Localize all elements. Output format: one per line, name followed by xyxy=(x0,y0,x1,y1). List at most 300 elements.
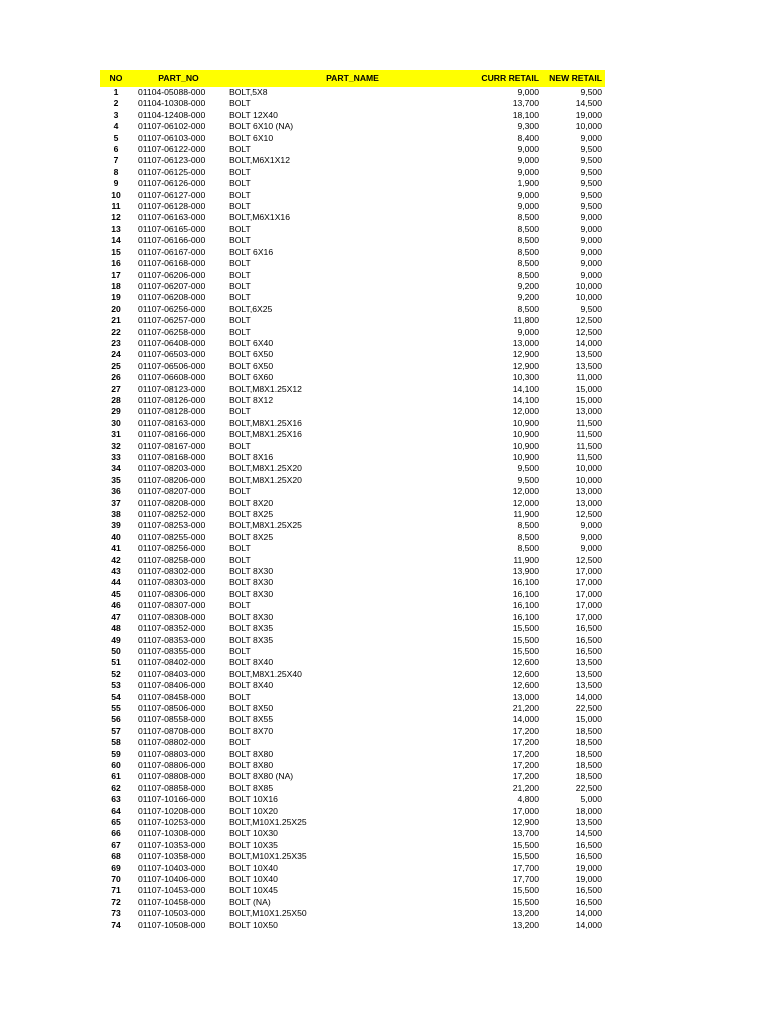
cell-no: 20 xyxy=(111,303,121,314)
cell-part-no: 01107-10508-000 xyxy=(138,919,206,930)
cell-new-retail: 9,000 xyxy=(580,235,602,246)
cell-part-no: 01107-08208-000 xyxy=(138,497,206,508)
cell-part-no: 01107-08168-000 xyxy=(138,452,206,462)
cell-part-no: 01107-08203-000 xyxy=(138,463,206,474)
cell-part-no: 01107-10208-000 xyxy=(138,805,206,816)
cell-part-name: BOLT,6X25 xyxy=(229,303,273,314)
cell-new-retail: 12,500 xyxy=(575,554,602,565)
cell-part-name: BOLT 10X40 xyxy=(229,874,278,885)
cell-part-name: BOLT 8X55 xyxy=(229,714,274,725)
cell-curr-retail: 12,600 xyxy=(512,657,539,668)
cell-curr-retail: 8,500 xyxy=(517,258,539,269)
table-row xyxy=(100,144,605,155)
table-row xyxy=(100,304,605,315)
cell-part-no: 01107-08207-000 xyxy=(138,486,206,497)
cell-no: 26 xyxy=(111,372,121,383)
cell-new-retail: 13,500 xyxy=(575,680,602,691)
table-row xyxy=(100,532,605,543)
cell-part-no: 01107-06408-000 xyxy=(138,337,206,348)
cell-part-no: 01107-08255-000 xyxy=(138,531,206,542)
cell-curr-retail: 9,000 xyxy=(517,189,539,200)
cell-curr-retail: 21,200 xyxy=(512,782,539,793)
cell-no: 63 xyxy=(111,794,121,805)
cell-new-retail: 10,000 xyxy=(575,280,602,291)
cell-part-name: BOLT xyxy=(229,166,251,177)
cell-curr-retail: 16,100 xyxy=(512,588,539,599)
cell-no: 28 xyxy=(111,394,121,405)
cell-no: 34 xyxy=(111,463,121,474)
cell-new-retail: 13,000 xyxy=(575,406,602,417)
cell-new-retail: 13,500 xyxy=(575,360,602,371)
cell-part-name: BOLT,M8X1.25X20 xyxy=(229,463,302,474)
cell-part-no: 01107-08163-000 xyxy=(138,417,206,428)
cell-new-retail: 15,000 xyxy=(575,394,602,405)
cell-new-retail: 16,500 xyxy=(575,896,602,907)
cell-curr-retail: 16,100 xyxy=(512,600,539,611)
cell-curr-retail: 15,500 xyxy=(512,896,539,907)
table-row xyxy=(100,87,605,98)
cell-curr-retail: 15,500 xyxy=(512,885,539,896)
cell-curr-retail: 14,100 xyxy=(512,394,539,405)
cell-no: 65 xyxy=(111,817,121,827)
cell-new-retail: 17,000 xyxy=(575,588,602,599)
table-row xyxy=(100,327,605,338)
cell-part-no: 01104-12408-000 xyxy=(138,109,206,120)
cell-no: 56 xyxy=(111,714,121,725)
cell-curr-retail: 9,000 xyxy=(517,166,539,177)
cell-no: 32 xyxy=(111,440,121,451)
cell-curr-retail: 9,000 xyxy=(517,201,539,212)
table-row xyxy=(100,110,605,121)
table-row xyxy=(100,703,605,714)
cell-part-no: 01107-08252-000 xyxy=(138,509,206,520)
cell-no: 68 xyxy=(111,851,121,862)
cell-new-retail: 14,500 xyxy=(575,828,602,839)
cell-no: 1 xyxy=(113,87,119,97)
cell-new-retail: 10,000 xyxy=(575,121,602,132)
cell-curr-retail: 17,200 xyxy=(512,725,539,736)
cell-new-retail: 9,500 xyxy=(580,189,602,200)
cell-part-name: BOLT xyxy=(229,144,251,155)
cell-part-name: BOLT xyxy=(229,235,251,246)
cell-part-name: BOLT 12X40 xyxy=(229,109,278,120)
cell-curr-retail: 8,500 xyxy=(517,303,539,314)
cell-part-name: BOLT xyxy=(229,315,251,326)
cell-new-retail: 22,500 xyxy=(575,702,602,713)
cell-part-no: 01107-08708-000 xyxy=(138,725,206,736)
cell-new-retail: 10,000 xyxy=(575,474,602,485)
cell-no: 49 xyxy=(111,634,121,645)
cell-part-name: BOLT,M6X1X12 xyxy=(229,155,290,166)
cell-new-retail: 9,000 xyxy=(580,543,602,554)
cell-part-name: BOLT (NA) xyxy=(229,896,271,907)
cell-curr-retail: 12,000 xyxy=(512,486,539,497)
table-row xyxy=(100,292,605,303)
table-row xyxy=(100,178,605,189)
cell-new-retail: 11,500 xyxy=(576,452,602,462)
cell-part-name: BOLT,M8X1.25X20 xyxy=(229,474,302,485)
table-row xyxy=(100,635,605,646)
cell-part-name: BOLT 8X25 xyxy=(229,531,274,542)
table-row xyxy=(100,612,605,623)
cell-part-name: BOLT xyxy=(229,98,251,109)
cell-part-name: BOLT 8X80 (NA) xyxy=(229,771,294,782)
cell-no: 21 xyxy=(111,315,121,326)
cell-part-name: BOLT 8X12 xyxy=(229,394,274,405)
cell-no: 42 xyxy=(111,554,121,565)
cell-new-retail: 9,000 xyxy=(580,223,602,234)
price-table xyxy=(100,70,605,931)
cell-part-name: BOLT 8X25 xyxy=(229,509,274,520)
cell-part-no: 01107-06257-000 xyxy=(138,315,206,326)
table-row xyxy=(100,543,605,554)
cell-new-retail: 18,000 xyxy=(575,805,602,816)
cell-part-name: BOLT 10X50 xyxy=(229,919,278,930)
cell-curr-retail: 9,200 xyxy=(517,280,539,291)
cell-part-name: BOLT,M6X1X16 xyxy=(229,212,290,223)
table-row xyxy=(100,463,605,474)
cell-part-no: 01107-10353-000 xyxy=(138,839,206,850)
cell-curr-retail: 15,500 xyxy=(512,634,539,645)
cell-curr-retail: 17,200 xyxy=(512,771,539,782)
cell-curr-retail: 13,700 xyxy=(512,828,539,839)
cell-curr-retail: 8,500 xyxy=(517,531,539,542)
cell-part-no: 01107-08406-000 xyxy=(138,680,206,691)
cell-part-name: BOLT 8X40 xyxy=(229,657,274,668)
table-row xyxy=(100,840,605,851)
table-row xyxy=(100,395,605,406)
cell-part-name: BOLT,5X8 xyxy=(229,87,268,97)
table-row xyxy=(100,201,605,212)
cell-no: 72 xyxy=(111,896,121,907)
header-part-name: PART_NAME xyxy=(225,70,480,87)
cell-no: 58 xyxy=(111,737,121,748)
cell-part-no: 01107-10358-000 xyxy=(138,851,206,862)
table-row xyxy=(100,475,605,486)
table-row xyxy=(100,566,605,577)
cell-part-name: BOLT 8X16 xyxy=(229,452,274,462)
cell-part-name: BOLT 10X45 xyxy=(229,885,278,896)
cell-curr-retail: 4,800 xyxy=(517,794,539,805)
cell-part-no: 01107-08308-000 xyxy=(138,611,206,622)
cell-part-no: 01104-10308-000 xyxy=(138,98,206,109)
cell-new-retail: 13,500 xyxy=(575,657,602,668)
table-row xyxy=(100,783,605,794)
cell-new-retail: 15,000 xyxy=(575,714,602,725)
cell-part-no: 01107-10403-000 xyxy=(138,862,206,873)
cell-part-no: 01107-06208-000 xyxy=(138,292,206,303)
cell-curr-retail: 13,200 xyxy=(512,908,539,919)
table-row xyxy=(100,828,605,839)
cell-curr-retail: 9,000 xyxy=(517,326,539,337)
cell-no: 62 xyxy=(111,782,121,793)
cell-new-retail: 16,500 xyxy=(575,851,602,862)
table-row xyxy=(100,429,605,440)
cell-new-retail: 11,500 xyxy=(576,429,602,440)
table-row xyxy=(100,361,605,372)
cell-curr-retail: 11,900 xyxy=(513,554,539,565)
cell-part-no: 01107-06102-000 xyxy=(138,121,206,132)
table-row xyxy=(100,315,605,326)
cell-new-retail: 17,000 xyxy=(575,577,602,588)
table-body xyxy=(100,87,605,931)
cell-no: 2 xyxy=(113,98,119,109)
cell-curr-retail: 14,100 xyxy=(512,383,539,394)
cell-part-name: BOLT 6X40 xyxy=(229,337,274,348)
cell-part-name: BOLT,M10X1.25X35 xyxy=(229,851,307,862)
cell-curr-retail: 12,600 xyxy=(512,680,539,691)
cell-no: 43 xyxy=(111,566,121,577)
cell-part-name: BOLT xyxy=(229,543,251,554)
cell-part-name: BOLT 6X10 (NA) xyxy=(229,121,294,132)
table-row xyxy=(100,212,605,223)
cell-curr-retail: 13,900 xyxy=(512,566,539,577)
cell-part-name: BOLT xyxy=(229,406,251,417)
table-row xyxy=(100,190,605,201)
cell-no: 47 xyxy=(111,611,121,622)
cell-new-retail: 19,000 xyxy=(575,862,602,873)
cell-curr-retail: 9,500 xyxy=(517,474,539,485)
cell-no: 66 xyxy=(111,828,121,839)
table-row xyxy=(100,384,605,395)
cell-part-no: 01107-10458-000 xyxy=(138,896,206,907)
cell-part-name: BOLT 10X40 xyxy=(229,862,278,873)
cell-curr-retail: 17,200 xyxy=(512,759,539,770)
table-row xyxy=(100,235,605,246)
header-no: NO xyxy=(100,70,132,87)
cell-curr-retail: 17,700 xyxy=(512,874,539,885)
cell-no: 22 xyxy=(111,326,121,337)
cell-no: 64 xyxy=(111,805,121,816)
table-row xyxy=(100,224,605,235)
cell-part-name: BOLT xyxy=(229,178,251,189)
cell-no: 36 xyxy=(111,486,121,497)
cell-part-no: 01107-06122-000 xyxy=(138,144,206,155)
cell-no: 46 xyxy=(111,600,121,611)
cell-no: 70 xyxy=(111,874,121,885)
cell-curr-retail: 9,200 xyxy=(517,292,539,303)
cell-part-no: 01107-06166-000 xyxy=(138,235,206,246)
cell-part-no: 01107-08353-000 xyxy=(138,634,206,645)
cell-part-no: 01107-08166-000 xyxy=(138,429,206,440)
cell-no: 44 xyxy=(111,577,121,588)
table-row xyxy=(100,155,605,166)
cell-curr-retail: 13,000 xyxy=(512,691,539,702)
cell-part-no: 01107-06163-000 xyxy=(138,212,206,223)
cell-no: 10 xyxy=(111,189,121,200)
header-part-no: PART_NO xyxy=(132,70,225,87)
cell-part-name: BOLT xyxy=(229,280,251,291)
cell-no: 38 xyxy=(111,509,121,520)
table-row xyxy=(100,908,605,919)
cell-part-no: 01107-08258-000 xyxy=(138,554,206,565)
table-row xyxy=(100,555,605,566)
table-row xyxy=(100,692,605,703)
table-row xyxy=(100,281,605,292)
cell-no: 71 xyxy=(111,885,121,896)
table-row xyxy=(100,349,605,360)
cell-no: 19 xyxy=(111,292,121,303)
cell-no: 55 xyxy=(111,702,121,713)
cell-part-name: BOLT xyxy=(229,189,251,200)
table-row xyxy=(100,657,605,668)
table-row xyxy=(100,600,605,611)
header-row xyxy=(100,70,605,87)
cell-new-retail: 10,000 xyxy=(575,292,602,303)
cell-part-no: 01107-08803-000 xyxy=(138,748,206,759)
cell-part-name: BOLT xyxy=(229,326,251,337)
table-row xyxy=(100,247,605,258)
cell-new-retail: 11,500 xyxy=(576,440,602,451)
cell-curr-retail: 8,500 xyxy=(517,212,539,223)
cell-no: 13 xyxy=(111,223,121,234)
cell-no: 74 xyxy=(111,919,121,930)
cell-part-name: BOLT 8X70 xyxy=(229,725,274,736)
cell-new-retail: 14,000 xyxy=(575,908,602,919)
cell-part-no: 01107-08858-000 xyxy=(138,782,206,793)
cell-no: 15 xyxy=(111,246,121,257)
cell-curr-retail: 13,000 xyxy=(512,337,539,348)
cell-curr-retail: 10,900 xyxy=(512,417,539,428)
table-row xyxy=(100,897,605,908)
cell-part-no: 01107-08403-000 xyxy=(138,668,206,679)
cell-new-retail: 9,500 xyxy=(580,166,602,177)
table-row xyxy=(100,498,605,509)
cell-no: 59 xyxy=(111,748,121,759)
cell-part-name: BOLT 8X30 xyxy=(229,611,274,622)
cell-new-retail: 17,000 xyxy=(575,600,602,611)
cell-curr-retail: 8,400 xyxy=(517,132,539,143)
cell-no: 11 xyxy=(111,201,121,212)
cell-part-name: BOLT 8X30 xyxy=(229,588,274,599)
cell-curr-retail: 12,600 xyxy=(512,668,539,679)
table-row xyxy=(100,452,605,463)
cell-new-retail: 16,500 xyxy=(575,885,602,896)
cell-new-retail: 13,500 xyxy=(575,349,602,360)
cell-curr-retail: 15,500 xyxy=(512,645,539,656)
table-row xyxy=(100,338,605,349)
cell-no: 23 xyxy=(111,337,121,348)
cell-new-retail: 14,000 xyxy=(575,337,602,348)
cell-new-retail: 9,000 xyxy=(580,212,602,223)
table-row xyxy=(100,167,605,178)
cell-no: 12 xyxy=(111,212,121,223)
cell-part-name: BOLT 8X35 xyxy=(229,634,274,645)
cell-part-no: 01107-08352-000 xyxy=(138,623,206,634)
cell-no: 52 xyxy=(111,668,121,679)
cell-curr-retail: 12,000 xyxy=(512,406,539,417)
cell-new-retail: 13,000 xyxy=(575,486,602,497)
cell-part-no: 01107-06206-000 xyxy=(138,269,206,280)
cell-no: 60 xyxy=(111,759,121,770)
cell-part-no: 01107-06103-000 xyxy=(138,132,206,143)
cell-new-retail: 18,500 xyxy=(575,759,602,770)
cell-curr-retail: 10,300 xyxy=(512,372,539,383)
cell-curr-retail: 16,100 xyxy=(512,611,539,622)
cell-part-no: 01107-08256-000 xyxy=(138,543,206,554)
cell-new-retail: 14,000 xyxy=(575,919,602,930)
cell-part-no: 01107-06125-000 xyxy=(138,166,206,177)
cell-curr-retail: 10,900 xyxy=(512,429,539,440)
cell-part-name: BOLT xyxy=(229,223,251,234)
cell-curr-retail: 9,500 xyxy=(517,463,539,474)
cell-new-retail: 9,000 xyxy=(580,246,602,257)
cell-curr-retail: 15,500 xyxy=(512,851,539,862)
cell-part-name: BOLT,M8X1.25X40 xyxy=(229,668,302,679)
cell-new-retail: 16,500 xyxy=(575,645,602,656)
cell-part-name: BOLT xyxy=(229,269,251,280)
cell-new-retail: 19,000 xyxy=(575,109,602,120)
cell-curr-retail: 18,100 xyxy=(512,109,539,120)
cell-new-retail: 16,500 xyxy=(575,623,602,634)
cell-no: 41 xyxy=(111,543,121,554)
cell-part-no: 01107-08307-000 xyxy=(138,600,206,611)
cell-new-retail: 9,500 xyxy=(580,155,602,166)
cell-new-retail: 18,500 xyxy=(575,737,602,748)
table-row xyxy=(100,372,605,383)
table-row xyxy=(100,874,605,885)
cell-curr-retail: 9,300 xyxy=(517,121,539,132)
cell-no: 6 xyxy=(113,144,119,155)
table-row xyxy=(100,920,605,931)
cell-no: 7 xyxy=(113,155,119,166)
cell-curr-retail: 8,500 xyxy=(517,543,539,554)
cell-new-retail: 9,000 xyxy=(580,132,602,143)
cell-new-retail: 18,500 xyxy=(575,725,602,736)
cell-curr-retail: 13,700 xyxy=(512,98,539,109)
cell-curr-retail: 15,500 xyxy=(512,839,539,850)
cell-part-name: BOLT 8X30 xyxy=(229,577,274,588)
table-row xyxy=(100,589,605,600)
cell-curr-retail: 11,800 xyxy=(513,315,539,326)
cell-no: 9 xyxy=(113,178,119,189)
cell-new-retail: 11,500 xyxy=(576,417,602,428)
cell-part-name: BOLT xyxy=(229,737,251,748)
cell-part-name: BOLT,M8X1.25X12 xyxy=(229,383,302,394)
cell-part-name: BOLT xyxy=(229,258,251,269)
cell-no: 3 xyxy=(113,109,119,120)
cell-part-name: BOLT 8X85 xyxy=(229,782,274,793)
table-row xyxy=(100,680,605,691)
table-row xyxy=(100,623,605,634)
cell-part-name: BOLT 8X50 xyxy=(229,702,274,713)
price-list-sheet xyxy=(100,70,605,931)
table-row xyxy=(100,771,605,782)
cell-part-no: 01107-08303-000 xyxy=(138,577,206,588)
cell-part-name: BOLT xyxy=(229,600,251,611)
cell-part-name: BOLT xyxy=(229,691,251,702)
table-row xyxy=(100,806,605,817)
cell-no: 50 xyxy=(111,645,121,656)
cell-part-no: 01107-08802-000 xyxy=(138,737,206,748)
cell-curr-retail: 12,900 xyxy=(512,817,539,827)
cell-no: 35 xyxy=(111,474,121,485)
cell-part-no: 01107-08123-000 xyxy=(138,383,206,394)
cell-no: 30 xyxy=(111,417,121,428)
cell-part-no: 01107-08458-000 xyxy=(138,691,206,702)
table-row xyxy=(100,509,605,520)
table-row xyxy=(100,441,605,452)
cell-part-name: BOLT,M8X1.25X16 xyxy=(229,429,302,440)
cell-part-name: BOLT,M10X1.25X50 xyxy=(229,908,307,919)
cell-curr-retail: 10,900 xyxy=(512,440,539,451)
table-row xyxy=(100,270,605,281)
table-row xyxy=(100,406,605,417)
cell-new-retail: 9,000 xyxy=(580,258,602,269)
cell-new-retail: 16,500 xyxy=(575,634,602,645)
cell-curr-retail: 1,900 xyxy=(517,178,539,189)
cell-part-no: 01107-06167-000 xyxy=(138,246,206,257)
